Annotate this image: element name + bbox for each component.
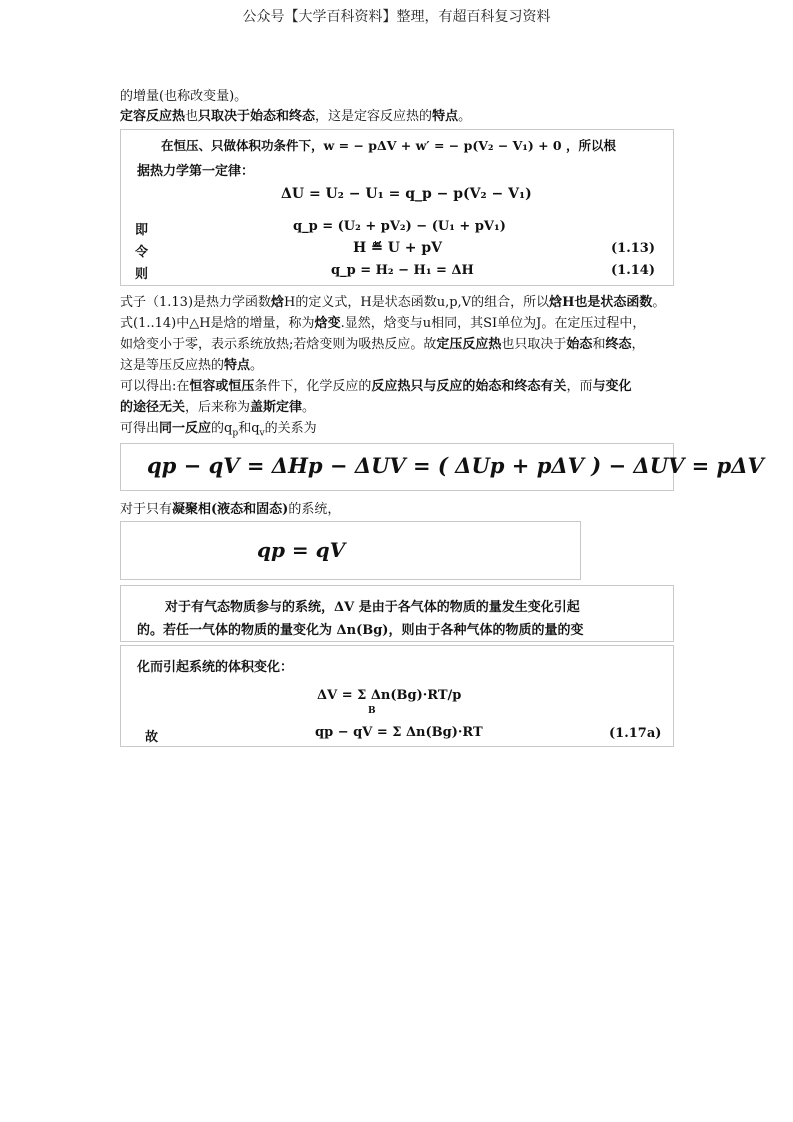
text: 可以得出:在 — [120, 379, 190, 394]
text-line — [120, 334, 676, 355]
text: 。 — [652, 295, 666, 310]
equation-delta-u: ΔU = U₂ − U₁ = q_p − p(V₂ − V₁) — [281, 186, 532, 202]
derivation-box-volume-change — [120, 645, 674, 747]
text: 对于只有 — [120, 502, 173, 517]
equation-qp-equals-qv: qp = qV — [257, 538, 346, 562]
text-line — [120, 499, 676, 520]
term-bold: 特点 — [432, 109, 459, 124]
text: ，后来称为 — [185, 400, 251, 415]
equation-delta-h: q_p = H₂ − H₁ = ΔH — [331, 263, 474, 278]
text-line-increment — [120, 86, 676, 107]
term-bold: 焓变 — [314, 316, 341, 331]
text: 如焓变小于零，表示系统放热;若焓变则为吸热反应。故 — [120, 337, 437, 352]
text-line — [120, 418, 676, 445]
text: 。 — [302, 400, 316, 415]
term-bold: 定压反应热 — [436, 337, 502, 352]
term-bold: 恒容或恒压 — [189, 379, 255, 394]
term-bold: 焓H也是状态函数 — [549, 295, 653, 310]
equation-h-definition: H ≝ U + pV — [353, 240, 443, 256]
subscript: v — [259, 428, 265, 439]
text: 的增量(也称改变量)。 — [120, 89, 248, 104]
equation-box-qp-qv — [120, 443, 764, 491]
text-line — [120, 376, 676, 397]
term-bold: 定容反应热 — [120, 109, 186, 124]
equation-number: (1.17a) — [609, 726, 662, 741]
text: ，这是定容反应热的 — [315, 109, 433, 124]
box-text-line: 在恒压、只做体积功条件下，w = − pΔV + w′ = − p(V₂ − V₁) + 0 ，所以根 — [161, 138, 616, 153]
equation-delta-v: ΔV = Σ Δn(Bg)·RT/p — [317, 688, 462, 703]
term-bold: 与变化 — [592, 379, 632, 394]
text: 也 — [185, 109, 199, 124]
term-bold: 只取决于始态和终态 — [198, 109, 316, 124]
term-bold: 反应热只与反应的始态和终态有关 — [371, 379, 567, 394]
text: 可得出 — [120, 421, 160, 436]
text: H的定义式，H是状态函数u,p,V的组合，所以 — [284, 295, 550, 310]
term-bold: 特点 — [224, 358, 251, 373]
text: 和 — [592, 337, 606, 352]
term-bold: 凝聚相(液态和固态) — [172, 502, 289, 517]
text-box-gas-system — [120, 585, 674, 642]
text: 的q — [211, 421, 233, 436]
term-bold: 的途径无关 — [120, 400, 186, 415]
equation-qp: q_p = (U₂ + pV₂) − (U₁ + pV₁) — [293, 219, 506, 234]
term-bold: 始态 — [566, 337, 593, 352]
equation-number: (1.14) — [611, 263, 655, 278]
label-gu: 故 — [145, 730, 159, 745]
label-ze: 则 — [135, 267, 149, 282]
text: ，而 — [566, 379, 593, 394]
text-line — [120, 355, 676, 376]
box-text-line: 化而引起系统的体积变化： — [137, 660, 294, 675]
subscript: p — [232, 428, 239, 439]
term-bold: 盖斯定律 — [250, 400, 303, 415]
label-ling: 令 — [135, 245, 149, 260]
label-ji: 即 — [135, 223, 149, 238]
box-text-line: 对于有气态物质参与的系统，ΔV 是由于各气体的物质的量发生变化引起 — [165, 600, 580, 615]
page-header: 公众号【大学百科资料】整理，有超百科复习资料 — [242, 9, 551, 25]
text-line — [120, 292, 676, 313]
text: 式(1..14)中△H是焓的增量，称为 — [120, 316, 315, 331]
term-bold: 焓 — [271, 295, 285, 310]
equation-number: (1.13) — [611, 241, 655, 256]
sum-subscript: B — [368, 706, 376, 716]
text: .显然，焓变与u相同，其SI单位为J。在定压过程中， — [340, 316, 646, 331]
box-text-line: 的。若任一气体的物质的量变化为 Δn(Bg)，则由于各种气体的物质的量的变 — [137, 623, 584, 638]
text: 这是等压反应热的 — [120, 358, 225, 373]
text: 和q — [238, 421, 260, 436]
term-bold: 同一反应 — [159, 421, 212, 436]
text: 的关系为 — [264, 421, 317, 436]
text: 式子（1.13)是热力学函数 — [120, 295, 272, 310]
equation-qp-qv-sum: qp − qV = Σ Δn(Bg)·RT — [315, 725, 483, 740]
term-bold: 终态 — [605, 337, 632, 352]
text-line — [120, 313, 676, 334]
derivation-box-enthalpy — [120, 129, 674, 286]
text: ， — [631, 337, 645, 352]
equation-qp-minus-qv: qp − qV = ΔHp − ΔUV = ( ΔUp + pΔV ) − ΔUV = pΔV — [147, 453, 764, 478]
text: 条件下，化学反应的 — [254, 379, 372, 394]
text: 。 — [458, 109, 472, 124]
text: 。 — [250, 358, 264, 373]
text: 的系统， — [288, 502, 341, 517]
equation-box-condensed — [120, 521, 581, 580]
box-text-line: 据热力学第一定律： — [137, 164, 255, 179]
text-line-constant-volume-heat — [120, 106, 676, 127]
text: 也只取决于 — [501, 337, 567, 352]
text-line — [120, 397, 676, 418]
